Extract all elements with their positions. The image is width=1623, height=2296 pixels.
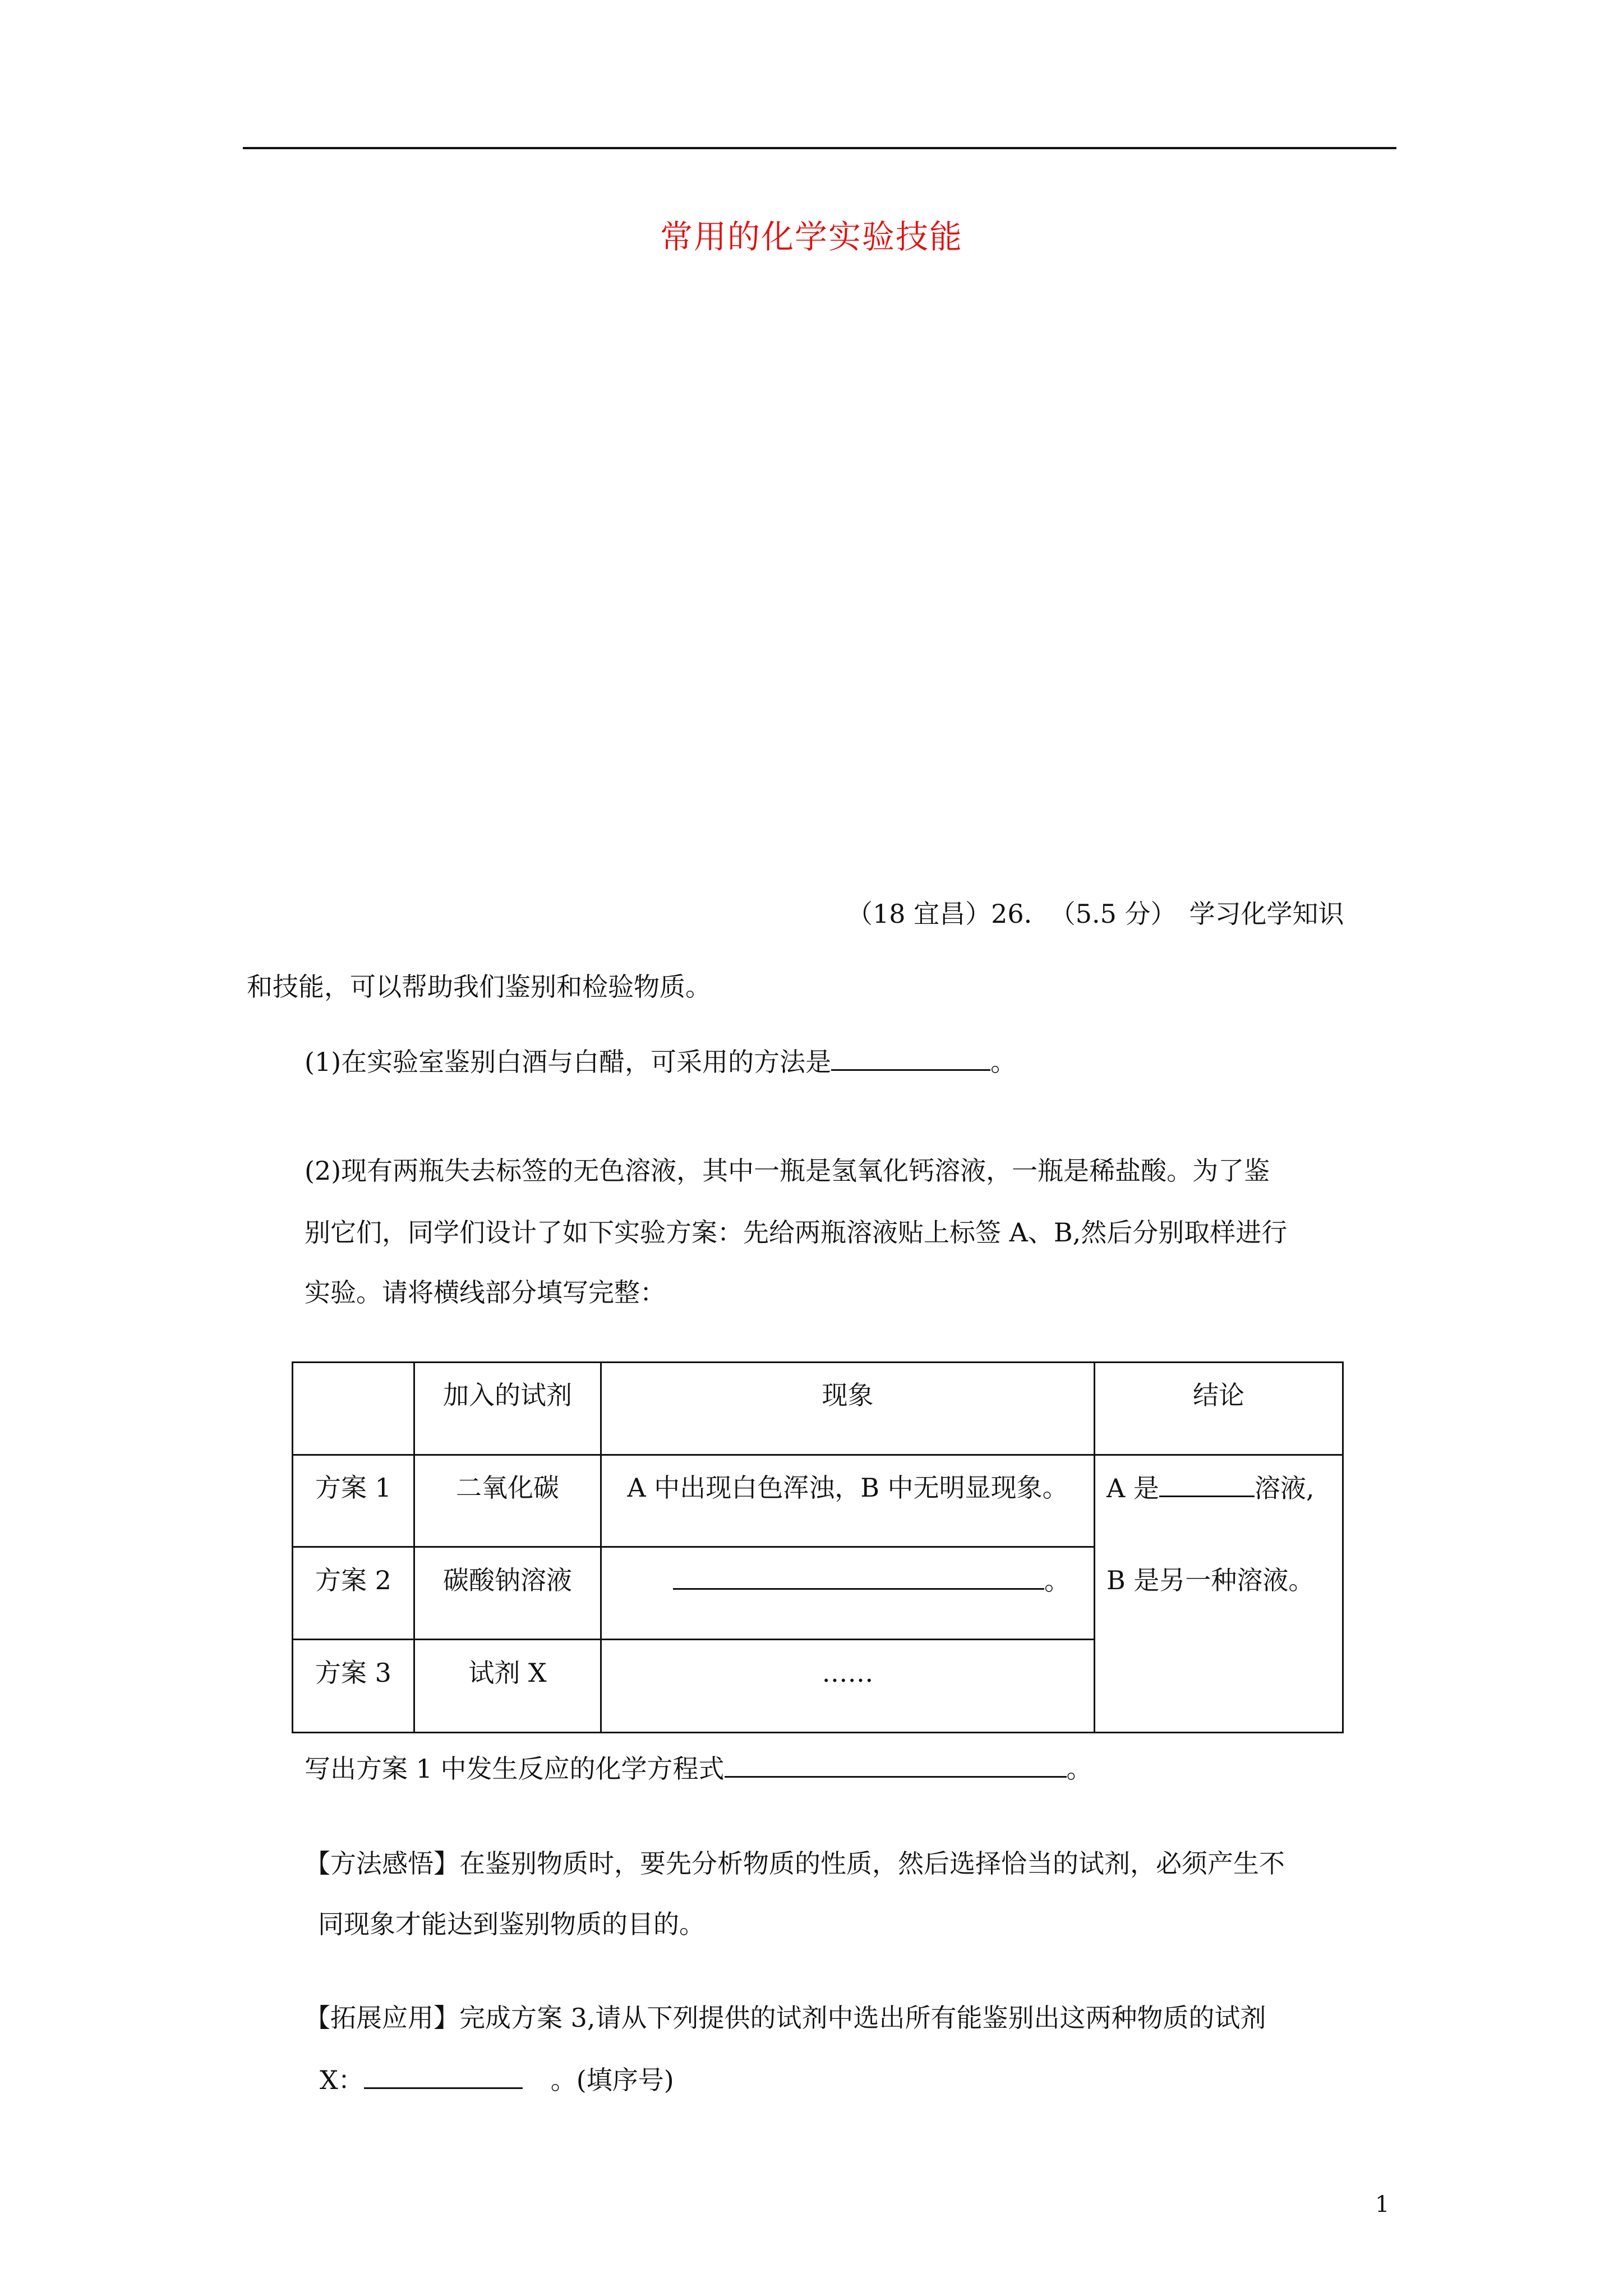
extend-answer-blank[interactable]: [364, 2062, 523, 2089]
page-number: 1: [1375, 2192, 1390, 2217]
equation-answer-blank[interactable]: [725, 1750, 1067, 1778]
equation-prefix: 写出方案 1 中发生反应的化学方程式: [305, 1754, 725, 1784]
row1-phenomenon: A 中出现白色浑浊，B 中无明显现象。: [627, 1473, 1068, 1503]
row1-plan: 方案 1: [315, 1473, 391, 1503]
conclusion-answer-blank[interactable]: [1159, 1470, 1255, 1497]
header-phenomenon: 现象: [822, 1380, 874, 1410]
equation-question: [305, 1750, 1092, 1787]
extend-question: [320, 2062, 674, 2098]
row3-reagent: 试剂 X: [468, 1658, 547, 1688]
row2-reagent: 碳酸钠溶液: [443, 1565, 572, 1595]
method-line-2: 同现象才能达到鉴别物质的目的。: [318, 1909, 705, 1939]
row2-phenomenon-suffix: 。: [1044, 1566, 1070, 1596]
method-line-1: 【方法感悟】在鉴别物质时，要先分析物质的性质，然后选择恰当的试剂，必须产生不: [305, 1848, 1285, 1879]
extend-prefix: X：: [320, 2065, 364, 2095]
part1-answer-blank[interactable]: [831, 1043, 990, 1071]
part2-line-2: 别它们，同学们设计了如下实验方案：先给两瓶溶液贴上标签 A、B,然后分别取样进行: [305, 1217, 1288, 1248]
part2-line-3: 实验。请将横线部分填写完整：: [305, 1277, 666, 1308]
row1-reagent: 二氧化碳: [456, 1473, 559, 1503]
conclusion-part1: [1106, 1470, 1314, 1506]
part1-question: [305, 1043, 1016, 1080]
equation-suffix: 。: [1066, 1754, 1092, 1784]
extend-suffix: 。(填序号): [550, 2065, 674, 2095]
conclusion-prefix: A 是: [1106, 1473, 1159, 1503]
document-title: 常用的化学实验技能: [660, 218, 963, 256]
part2-line-1: (2)现有两瓶失去标签的无色溶液，其中一瓶是氢氧化钙溶液，一瓶是稀盐酸。为了鉴: [305, 1156, 1270, 1186]
row3-phenomenon: ……: [822, 1658, 874, 1688]
header-reagent: 加入的试剂: [443, 1380, 572, 1410]
conclusion-suffix: 溶液,: [1254, 1473, 1315, 1503]
question-header: （18 宜昌）26． （5.5 分） 学习化学知识: [847, 899, 1344, 929]
header-rule: [243, 147, 1396, 149]
row2-phenomenon-blank[interactable]: [673, 1562, 1044, 1590]
part1-suffix: 。: [990, 1047, 1017, 1077]
header-conclusion: 结论: [1193, 1380, 1244, 1410]
extend-line-1: 【拓展应用】完成方案 3,请从下列提供的试剂中选出所有能鉴别出这两种物质的试剂: [305, 2003, 1266, 2033]
intro-line: 和技能，可以帮助我们鉴别和检验物质。: [247, 972, 711, 1002]
row2-plan: 方案 2: [315, 1565, 391, 1595]
part1-prefix: (1)在实验室鉴别白酒与白醋，可采用的方法是: [305, 1047, 832, 1077]
row3-plan: 方案 3: [315, 1658, 391, 1688]
row2-phenomenon: [673, 1562, 1070, 1599]
conclusion-part2: B 是另一种溶液。: [1106, 1565, 1315, 1595]
